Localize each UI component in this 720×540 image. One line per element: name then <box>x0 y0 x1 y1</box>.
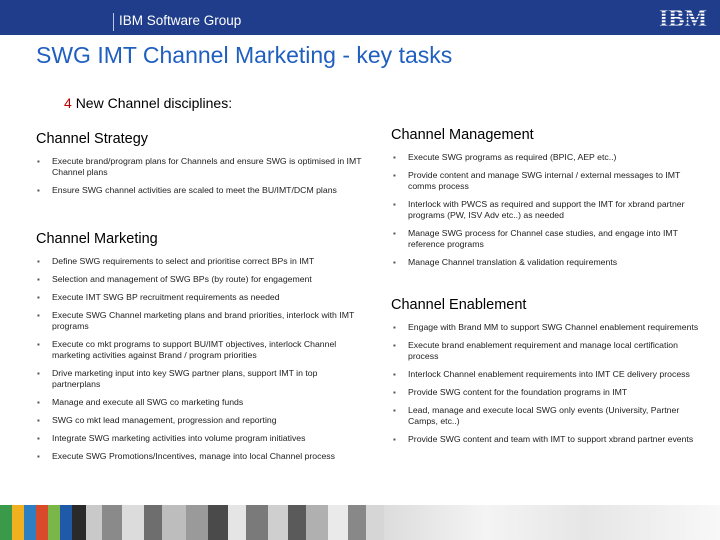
subtitle-number: 4 <box>64 95 72 111</box>
list-item: ▪ Provide SWG content and team with IMT to support xbrand partner events <box>393 434 703 445</box>
svg-text:IBM: IBM <box>659 6 707 30</box>
footer-tile <box>366 505 384 540</box>
footer-tile <box>48 505 60 540</box>
channel-management-heading: Channel Management <box>391 127 534 143</box>
channel-enablement-list <box>393 322 703 452</box>
list-item: ▪ Manage SWG process for Channel case studies, and engage into IMT reference programs <box>393 228 703 250</box>
channel-enablement-heading: Channel Enablement <box>391 297 527 313</box>
list-item: ▪ Lead, manage and execute local SWG only events (University, Partner Camps, etc..) <box>393 405 703 427</box>
footer-tile <box>60 505 72 540</box>
list-item: ▪ Execute SWG Promotions/Incentives, manage into local Channel process <box>37 451 367 462</box>
footer-tile <box>0 505 12 540</box>
channel-marketing-heading: Channel Marketing <box>36 231 158 247</box>
list-item: ▪ Execute co mkt programs to support BU/IMT objectives, interlock Channel marketing activities against Brand / program priorities <box>37 339 367 361</box>
footer-tile <box>228 505 246 540</box>
list-item: ▪ Ensure SWG channel activities are scaled to meet the BU/IMT/DCM plans <box>37 185 367 196</box>
footer-tile <box>24 505 36 540</box>
list-item: ▪ Execute SWG programs as required (BPIC, AEP etc..) <box>393 152 703 163</box>
channel-strategy-list <box>37 156 367 203</box>
channel-marketing-list <box>37 256 367 469</box>
subtitle-text: New Channel disciplines: <box>75 95 233 111</box>
slide-title: SWG IMT Channel Marketing - key tasks <box>36 42 453 68</box>
footer-tile <box>348 505 366 540</box>
header-bar <box>0 0 720 35</box>
footer-tile <box>122 505 144 540</box>
list-item: ▪ Execute brand/program plans for Channels and ensure SWG is optimised in IMT Channel plans <box>37 156 367 178</box>
list-item: ▪ Provide content and manage SWG internal / external messages to IMT comms process <box>393 170 703 192</box>
footer-tile <box>186 505 208 540</box>
list-item: ▪ Selection and management of SWG BPs (by route) for engagement <box>37 274 367 285</box>
header-group-label: IBM Software Group <box>119 13 242 28</box>
footer-tile <box>328 505 348 540</box>
footer-tile <box>268 505 288 540</box>
footer-tile <box>208 505 228 540</box>
footer-tile <box>144 505 162 540</box>
ibm-logo-icon <box>656 4 710 30</box>
footer-tile <box>288 505 306 540</box>
section-subtitle <box>64 95 232 111</box>
list-item: ▪ Interlock Channel enablement requirements into IMT CE delivery process <box>393 369 703 380</box>
header-divider <box>113 13 114 31</box>
list-item: ▪ Manage Channel translation & validation requirements <box>393 257 703 268</box>
channel-strategy-heading: Channel Strategy <box>36 131 149 147</box>
list-item: ▪ Execute SWG Channel marketing plans and brand priorities, interlock with IMT programs <box>37 310 367 332</box>
footer-tile <box>162 505 186 540</box>
list-item: ▪ Execute IMT SWG BP recruitment requirements as needed <box>37 292 367 303</box>
channel-management-list <box>393 152 703 275</box>
list-item: ▪ Interlock with PWCS as required and support the IMT for xbrand partner programs (PW, ISV Adv etc..) as needed <box>393 199 703 221</box>
list-item: ▪ Drive marketing input into key SWG partner plans, support IMT in top partnerplans <box>37 368 367 390</box>
footer-tile <box>246 505 268 540</box>
list-item: ▪ Provide SWG content for the foundation programs in IMT <box>393 387 703 398</box>
list-item: ▪ SWG co mkt lead management, progression and reporting <box>37 415 367 426</box>
list-item: ▪ Engage with Brand MM to support SWG Channel enablement requirements <box>393 322 703 333</box>
footer-tile <box>86 505 102 540</box>
list-item: ▪ Integrate SWG marketing activities into volume program initiatives <box>37 433 367 444</box>
footer-tile <box>306 505 328 540</box>
footer-tile <box>12 505 24 540</box>
list-item: ▪ Define SWG requirements to select and prioritise correct BPs in IMT <box>37 256 367 267</box>
footer-tile <box>36 505 48 540</box>
footer-tile <box>72 505 86 540</box>
list-item: ▪ Execute brand enablement requirement and manage local certification process <box>393 340 703 362</box>
footer-image-strip <box>0 505 720 540</box>
footer-tile <box>384 505 720 540</box>
footer-tile <box>102 505 122 540</box>
list-item: ▪ Manage and execute all SWG co marketing funds <box>37 397 367 408</box>
